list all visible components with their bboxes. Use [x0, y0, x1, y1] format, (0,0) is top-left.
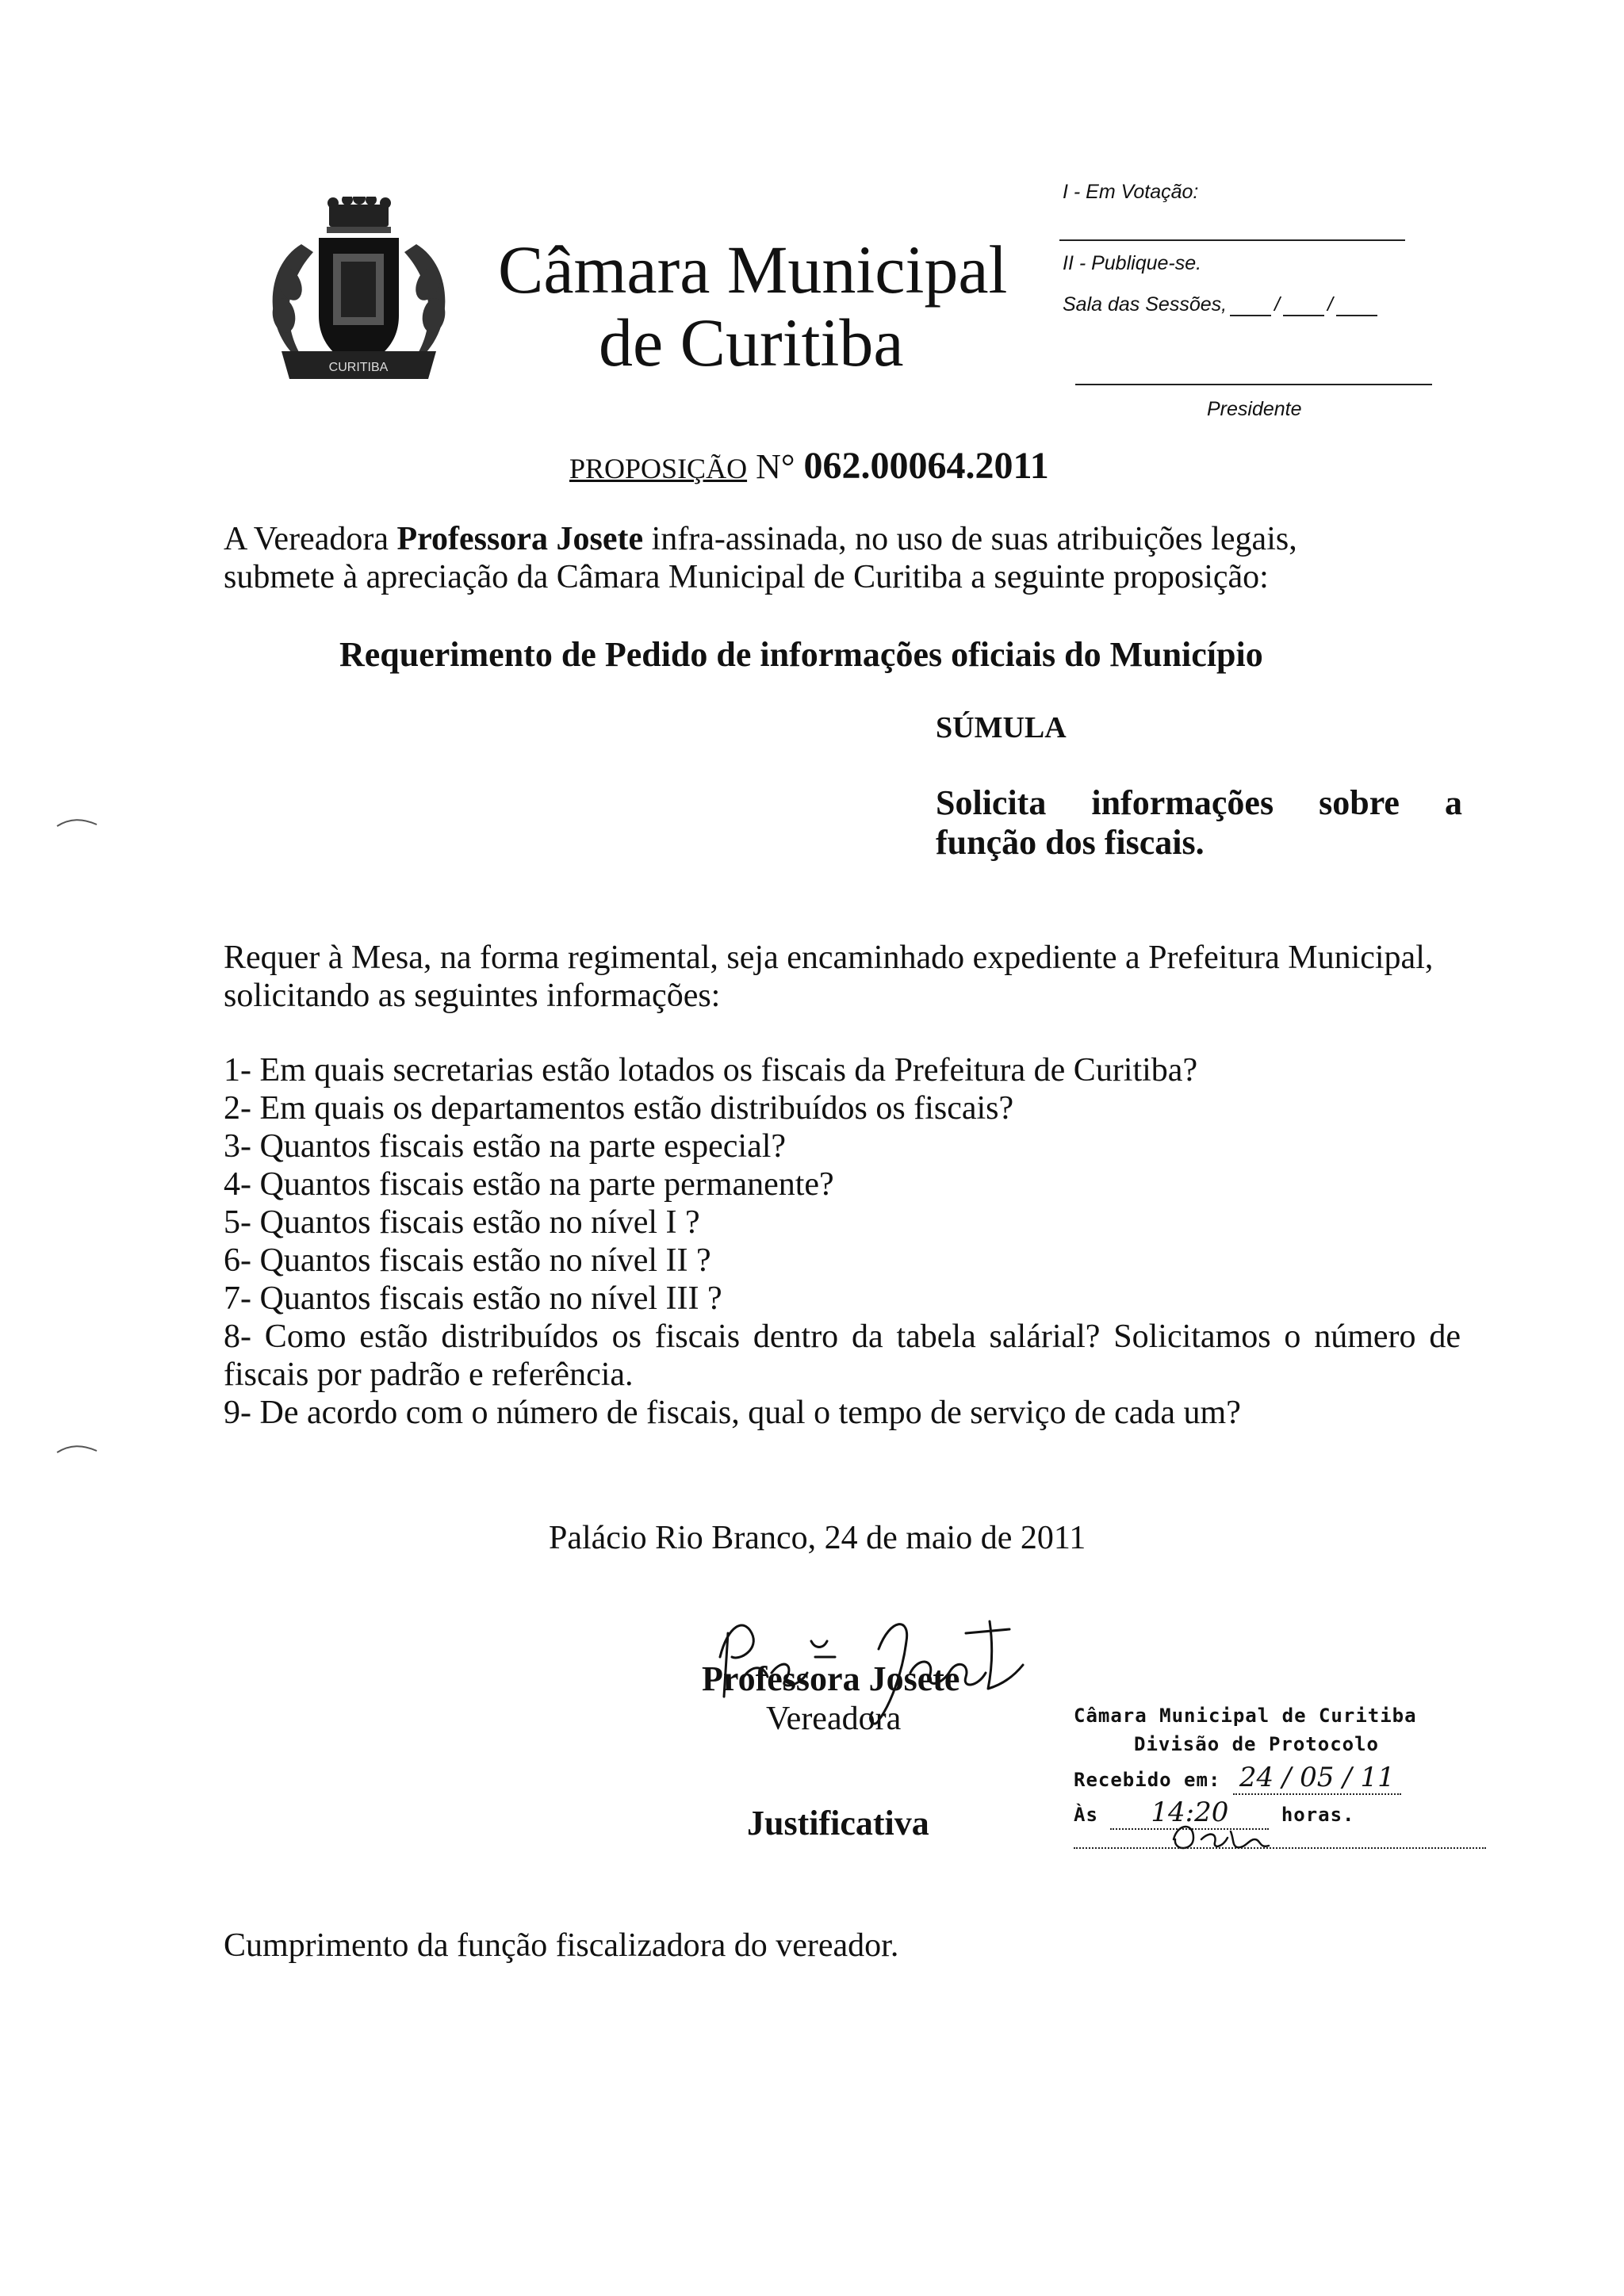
received-label: Recebido em:	[1074, 1769, 1221, 1791]
justificativa-heading: Justificativa	[747, 1804, 929, 1843]
list-item: 1- Em quais secretarias estão lotados os fiscais da Prefeitura de Curitiba?	[224, 1052, 1198, 1089]
presidente-label: Presidente	[1207, 398, 1302, 420]
institution-title-line1: Câmara Municipal	[498, 232, 1008, 308]
scan-mark	[56, 1443, 98, 1454]
date-slash: /	[1327, 293, 1333, 316]
list-item: 3- Quantos fiscais estão na parte especial?	[224, 1128, 787, 1165]
proposicao-heading	[569, 444, 1049, 488]
place-date: Palácio Rio Branco, 24 de maio de 2011	[549, 1520, 1086, 1556]
proposicao-label: PROPOSIÇÃO	[569, 453, 748, 484]
sala-sessoes-label: Sala das Sessões,	[1063, 293, 1228, 316]
list-item: 2- Em quais os departamentos estão distribuídos os fiscais?	[224, 1090, 1014, 1127]
justificativa-text: Cumprimento da função fiscalizadora do vereador.	[224, 1927, 899, 1964]
intro-line2: submete à apreciação da Câmara Municipal de Curitiba a seguinte proposição:	[224, 559, 1269, 595]
signatory-name: Professora Josete	[702, 1659, 960, 1698]
proposicao-number-prefix: N°	[756, 447, 795, 486]
sumula-label: SÚMULA	[936, 711, 1067, 744]
institution-title-line2: de Curitiba	[599, 304, 904, 381]
proposicao-number: 062.00064.2011	[803, 445, 1049, 487]
protocol-stamp-line1: Câmara Municipal de Curitiba	[1074, 1705, 1417, 1727]
protocol-signature-line	[1074, 1847, 1486, 1849]
protocol-initials-signature	[1166, 1816, 1285, 1855]
intro-paragraph	[224, 520, 1461, 596]
intro-part2: infra-assinada, no uso de suas atribuições legais,	[651, 521, 1297, 557]
received-date: 24 / 05 / 11	[1233, 1762, 1401, 1795]
list-item: 8- Como estão distribuídos os fiscais dentro da tabela salárial? Solicitamos o número de fiscais por padrão e referência.	[224, 1318, 1461, 1393]
subject-heading: Requerimento de Pedido de informações oficiais do Município	[339, 635, 1263, 674]
questions-list	[224, 1051, 1461, 1432]
scan-mark	[56, 817, 98, 828]
request-paragraph: Requer à Mesa, na forma regimental, seja encaminhado expediente a Prefeitura Municipal, solicitando as seguintes informações:	[224, 939, 1434, 1014]
protocol-stamp-line2: Divisão de Protocolo	[1134, 1733, 1379, 1755]
received-time: 14:20	[1110, 1797, 1269, 1830]
list-item: 6- Quantos fiscais estão no nível II ?	[224, 1242, 711, 1279]
list-item: 4- Quantos fiscais estão na parte permanente?	[224, 1166, 834, 1203]
em-votacao-label: I - Em Votação:	[1063, 181, 1199, 203]
date-slash: /	[1274, 293, 1281, 316]
crest-logo	[254, 197, 464, 395]
at-label: Às	[1074, 1804, 1098, 1826]
em-votacao-line	[1059, 239, 1405, 241]
year-blank	[1336, 296, 1377, 316]
list-item: 9- De acordo com o número de fiscais, qual o tempo de serviço de cada um?	[224, 1395, 1241, 1431]
list-item: 7- Quantos fiscais estão no nível III ?	[224, 1280, 722, 1317]
protocol-received-row	[1074, 1762, 1401, 1793]
crown-icon	[327, 197, 391, 233]
publique-label: II - Publique-se.	[1063, 252, 1202, 274]
author-name: Professora Josete	[396, 521, 644, 557]
crest-ribbon-text: CURITIBA	[328, 361, 389, 374]
hours-label: horas.	[1281, 1804, 1355, 1826]
presidente-signature-line	[1075, 384, 1432, 385]
list-item: 5- Quantos fiscais estão no nível I ?	[224, 1204, 700, 1241]
sala-sessoes-line	[1063, 293, 1377, 316]
signatory-role: Vereadora	[766, 1701, 902, 1737]
day-blank	[1230, 296, 1271, 316]
sumula-text: Solicita informações sobre a função dos fiscais.	[936, 783, 1462, 862]
intro-part1: A Vereadora	[224, 521, 389, 557]
month-blank	[1283, 296, 1324, 316]
